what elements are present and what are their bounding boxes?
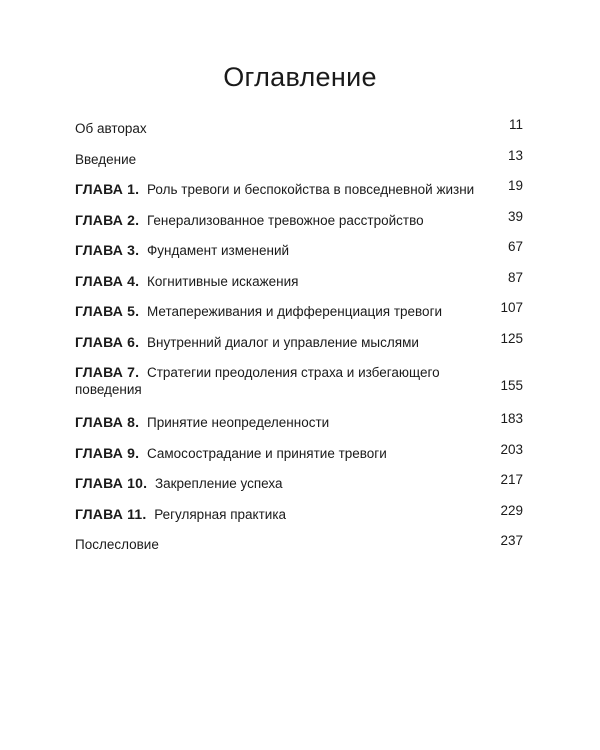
toc-entry-chapter-9 <box>75 441 523 472</box>
chapter-label: ГЛАВА 11. <box>75 505 147 522</box>
chapter-label: ГЛАВА 8. <box>75 414 140 430</box>
toc-entry-chapter-10 <box>75 471 523 502</box>
toc-entry-text <box>75 330 523 351</box>
toc-entry-title: Когнитивные искажения <box>146 273 299 289</box>
toc-entry-text <box>75 360 523 398</box>
toc-page-number: 67 <box>507 239 523 254</box>
chapter-label: ГЛАВА 2. <box>75 211 140 228</box>
toc-entry-title: Метапереживания и дифференциация тревоги <box>146 304 443 319</box>
chapter-label: ГЛАВА 5. <box>75 303 140 319</box>
toc-entry-text <box>75 208 523 229</box>
toc-page-number: 183 <box>500 411 523 426</box>
toc-entry-title: Об авторах <box>75 121 147 136</box>
toc-entry-title: Самосострадание и принятие тревоги <box>146 445 387 461</box>
toc-entry-title: Послесловие <box>75 537 159 552</box>
chapter-label: ГЛАВА 3. <box>75 242 140 258</box>
chapter-label: ГЛАВА 9. <box>75 444 140 461</box>
toc-entry-title: Введение <box>75 151 137 167</box>
toc-entry-text <box>75 532 523 553</box>
toc-page-number: 87 <box>507 269 523 285</box>
toc-page-number: 107 <box>500 300 523 315</box>
toc-entry-text <box>75 471 523 492</box>
toc-entry-title: Принятие неопределенности <box>146 415 330 430</box>
toc-entry-title: Фундамент изменений <box>146 243 290 258</box>
toc-page-number: 11 <box>508 117 523 132</box>
toc-entry-chapter-11 <box>75 502 523 533</box>
toc-entry-title: Стратегии преодоления страха и избегающего поведения <box>75 365 440 397</box>
toc-entry-text <box>75 410 523 431</box>
toc-entry-chapter-6 <box>75 330 523 361</box>
chapter-label: ГЛАВА 6. <box>75 333 140 350</box>
toc-page-number: 203 <box>500 441 523 457</box>
page-title: Оглавление <box>223 62 377 92</box>
toc-entry-afterword <box>75 532 523 563</box>
toc-entry-about-authors <box>75 116 523 147</box>
toc-page-number: 13 <box>507 147 523 163</box>
toc-entry-text <box>75 502 523 523</box>
toc-page-number: 217 <box>500 472 523 487</box>
toc-entry-text <box>75 299 523 320</box>
toc-page-number: 19 <box>507 178 523 193</box>
toc-entry-text <box>75 441 523 462</box>
toc-page-number: 155 <box>500 378 523 393</box>
toc-page-number: 125 <box>500 330 523 346</box>
chapter-label: ГЛАВА 1. <box>75 181 140 197</box>
toc-entry-text <box>75 269 523 290</box>
toc-page-number: 39 <box>507 208 523 224</box>
table-of-contents <box>75 116 523 563</box>
toc-entry-text <box>75 177 523 198</box>
toc-entry-chapter-2 <box>75 208 523 239</box>
toc-entry-title: Регулярная практика <box>154 506 287 522</box>
toc-page-number: 237 <box>500 533 523 548</box>
toc-entry-title: Закрепление успеха <box>154 476 283 491</box>
toc-entry-chapter-3 <box>75 238 523 269</box>
toc-entry-chapter-4 <box>75 269 523 300</box>
toc-entry-title: Внутренний диалог и управление мыслями <box>146 334 419 350</box>
toc-page-number: 229 <box>500 502 523 518</box>
toc-entry-chapter-8 <box>75 410 523 441</box>
chapter-label: ГЛАВА 10. <box>75 475 148 491</box>
chapter-label: ГЛАВА 4. <box>75 272 140 289</box>
toc-entry-chapter-5 <box>75 299 523 330</box>
toc-entry-text <box>75 116 523 137</box>
toc-entry-introduction <box>75 147 523 178</box>
toc-entry-chapter-7 <box>75 360 523 410</box>
chapter-label: ГЛАВА 7. <box>75 364 140 380</box>
toc-entry-title: Роль тревоги и беспокойства в повседневной жизни <box>146 182 475 197</box>
toc-entry-text <box>75 147 523 168</box>
toc-entry-title: Генерализованное тревожное расстройство <box>146 212 424 228</box>
toc-entry-text <box>75 238 523 259</box>
toc-entry-chapter-1 <box>75 177 523 208</box>
